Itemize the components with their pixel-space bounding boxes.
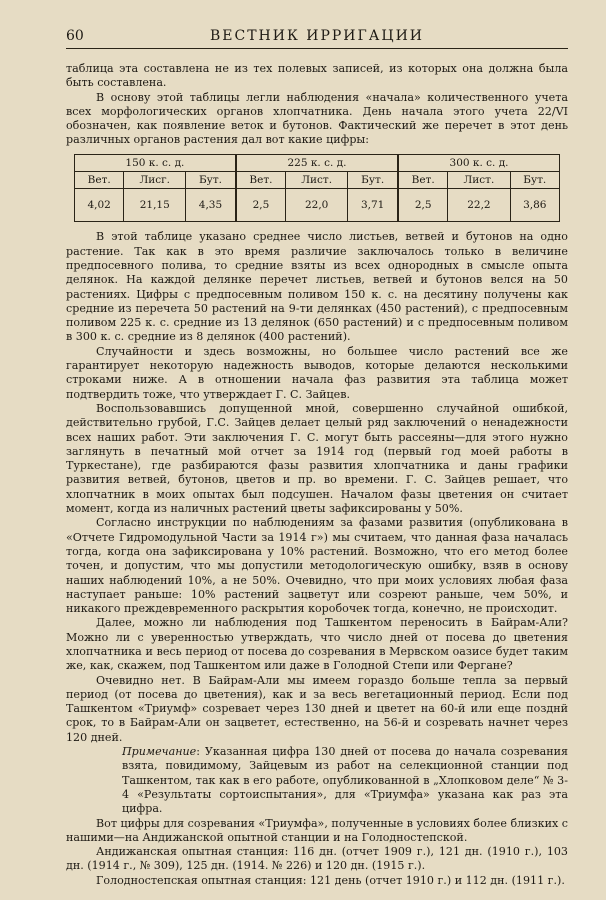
table-row <box>75 189 560 222</box>
paragraph: Согласно инструкции по наблюдениям за фазами развития (опубликована в «Отчете Гидромодульной Части за 1914 г») мы считаем, что данная фаза началась тогда, когда она зафиксирована у 10% растений. Возможно, что его метод более точен, и допустим, что мы допустили методологическую ошибку, взяв в основу наших наблюдений 10%, а не 50%. Очевидно, что при моих условиях любая фаза наступает раньше: 10% растений зацветут или созреют раньше, чем 50%, и никакого преждевременного раскрытия коробочек тогда, конечно, не происходит. <box>66 516 568 616</box>
page-body <box>66 62 568 888</box>
table-cell: 3,71 <box>348 189 398 222</box>
table-group-header: 300 к. с. д. <box>398 154 559 171</box>
paragraph: Вот цифры для созревания «Триумфа», полученные в условиях более близких с нашими—на Андижанской опытной станции и на Голодностепской. <box>66 816 568 844</box>
footnote-label: Примечание <box>122 745 197 759</box>
paragraph: Случайности и здесь возможны, но большее число растений все же гарантирует некоторую надежность выводов, которые делаются несколькими строками ниже. А в отношении начала фаз развития эта таблица может подтвердить тоже, что утверждает Г. С. Зайцев. <box>66 344 568 401</box>
table-column-header: Вет. <box>398 172 448 189</box>
table-cell: 22,2 <box>448 189 510 222</box>
table-cell: 4,35 <box>186 189 236 222</box>
paragraph: Воспользовавшись допущенной мной, совершенно случайной ошибкой, действительно грубой, Г.С. Зайцев делает целый ряд заключений о ненадежности всех наших работ. Эти заключения Г. С. могут быть рассеяны—для этого нужно заглянуть в печатный мой отчет за 1914 год (первый год моей работы в Туркестане), где разбираются фазы развития хлопчатника и даны графики развития ветвей, бутонов, цветов и пр. во времени. Г. С. Зайцев решает, что хлопчатник в моих опытах был подсушен. Началом фазы цветения он считает момент, когда из наличных растений цветы зафиксированы у 50%. <box>66 401 568 516</box>
table-column-header: Лисг. <box>124 172 186 189</box>
table-column-header: Вет. <box>75 172 124 189</box>
table-cell: 22,0 <box>286 189 348 222</box>
data-table-container <box>74 154 560 223</box>
table-cell: 21,15 <box>124 189 186 222</box>
table-group-header: 225 к. с. д. <box>236 154 398 171</box>
table-group-header: 150 к. с. д. <box>75 154 236 171</box>
footnote-text: : Указанная цифра 130 дней от посева до начала созревания взята, повидимому, Зайцевым из работ на селекционной станции под Ташкентом, так как в его работе, опубликованной в „Хлопковом деле“ № 3-4 «Результаты сортоиспытания», для «Триумфа» указана как раз эта цифра. <box>122 745 568 816</box>
data-table <box>74 154 560 223</box>
table-cell: 2,5 <box>398 189 448 222</box>
table-column-header: Бут. <box>186 172 236 189</box>
paragraph: Голодностепская опытная станция: 121 день (отчет 1910 г.) и 112 дн. (1911 г.). <box>96 873 565 887</box>
paragraph: таблица эта составлена не из тех полевых записей, из которых она должна была быть составлена. <box>66 62 568 90</box>
page-number: 60 <box>66 28 84 44</box>
table-column-header: Бут. <box>510 172 559 189</box>
paragraph: Андижанская опытная станция: 116 дн. (отчет 1909 г.), 121 дн. (1910 г.), 103 дн. (1914 г., № 309), 125 дн. (1914. № 226) и 120 дн. (1915 г.). <box>66 845 568 873</box>
table-cell: 4,02 <box>75 189 124 222</box>
journal-title: ВЕСТНИК ИРРИГАЦИИ <box>209 28 425 44</box>
paragraph: Далее, можно ли наблюдения под Ташкентом переносить в Байрам-Али? Можно ли с уверенностью утверждать, что число дней от посева до цветения хлопчатника и весь период от посева до созревания в Мервском оазисе будет таким же, как, скажем, под Ташкентом или даже в Голодной Степи или Фергане? <box>66 616 568 673</box>
table-cell: 2,5 <box>236 189 286 222</box>
table-cell: 3,86 <box>510 189 559 222</box>
footnote <box>122 745 568 816</box>
paragraph: Очевидно нет. В Байрам-Али мы имеем гораздо больше тепла за первый период (от посева до цветения), как и за весь вегетационный период. Если под Ташкентом «Триумф» созревает через 130 дней и цветет на 60-й или еще позднй срок, то в Байрам-Али он зацветет, естественно, на 56-й и созревать начнет через 120 дней. <box>66 673 568 744</box>
paragraph: В этой таблице указано среднее число листьев, ветвей и бутонов на одно растение. Так как в это время различие заключалось только в величине предпосевного полива, то средние взяты из всех однородных в смысле опыта делянок. На каждой делянке перечет листьев, ветвей и бутонов велся на 50 растениях. Цифры с предпосевным поливом 150 к. с. на десятину получены как средние из перечета 50 растений на 9-ти делянках (450 растений), с предпосевным поливом 225 к. с. средние из 13 делянок (650 растений) и с предпосевным поливом в 300 к. с. средние из 8 делянок (400 растений). <box>66 230 568 344</box>
table-column-header: Бут. <box>348 172 398 189</box>
table-column-header: Вет. <box>236 172 286 189</box>
paragraph: В основу этой таблицы легли наблюдения «начала» количественного учета всех морфологических органов хлопчатника. День начала этого учета 22/VI обозначен, как появление веток и бутонов. Фактический же перечет в этот день различных органов растения дал вот какие цифры: <box>66 90 568 147</box>
table-column-header: Лист. <box>448 172 510 189</box>
table-column-header: Лист. <box>286 172 348 189</box>
page-header <box>66 26 568 49</box>
